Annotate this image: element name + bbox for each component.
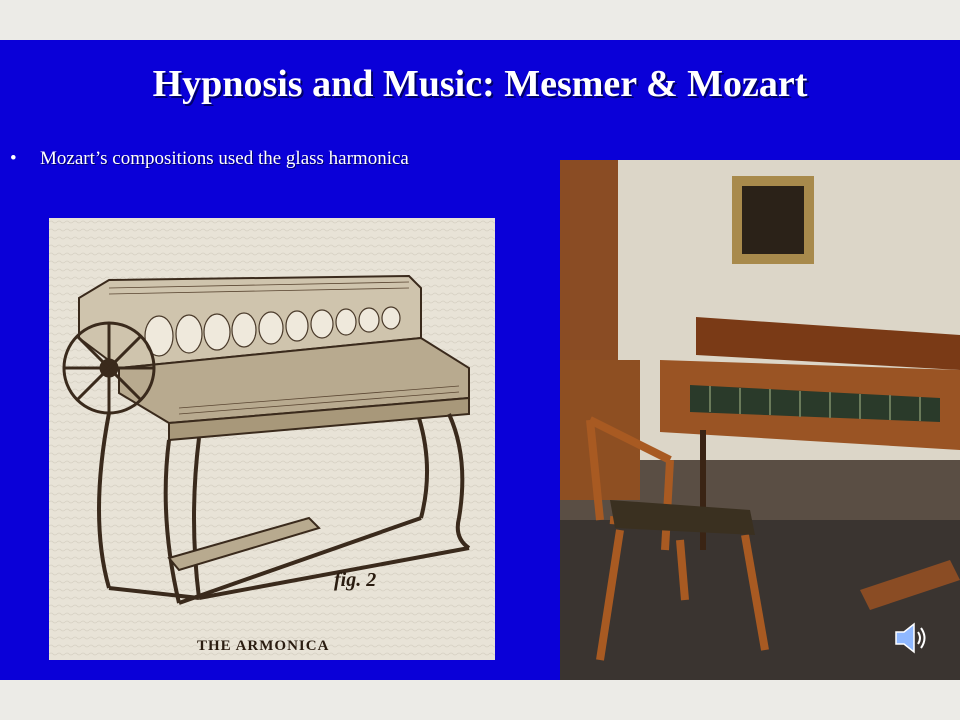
slide-title: Hypnosis and Music: Mesmer & Mozart	[152, 63, 808, 105]
room-photo-drawing	[560, 160, 960, 680]
room-photo	[560, 160, 960, 680]
slide	[0, 40, 960, 680]
armonica-illustration	[49, 218, 495, 660]
speaker-icon[interactable]	[892, 620, 932, 656]
figure-number: fig. 2	[334, 569, 377, 591]
bullet-marker: •	[10, 148, 17, 169]
armonica-drawing	[49, 218, 495, 660]
figure-caption: THE ARMONICA	[197, 638, 330, 654]
bullet-text: Mozart’s compositions used the glass harmonica	[40, 148, 409, 169]
